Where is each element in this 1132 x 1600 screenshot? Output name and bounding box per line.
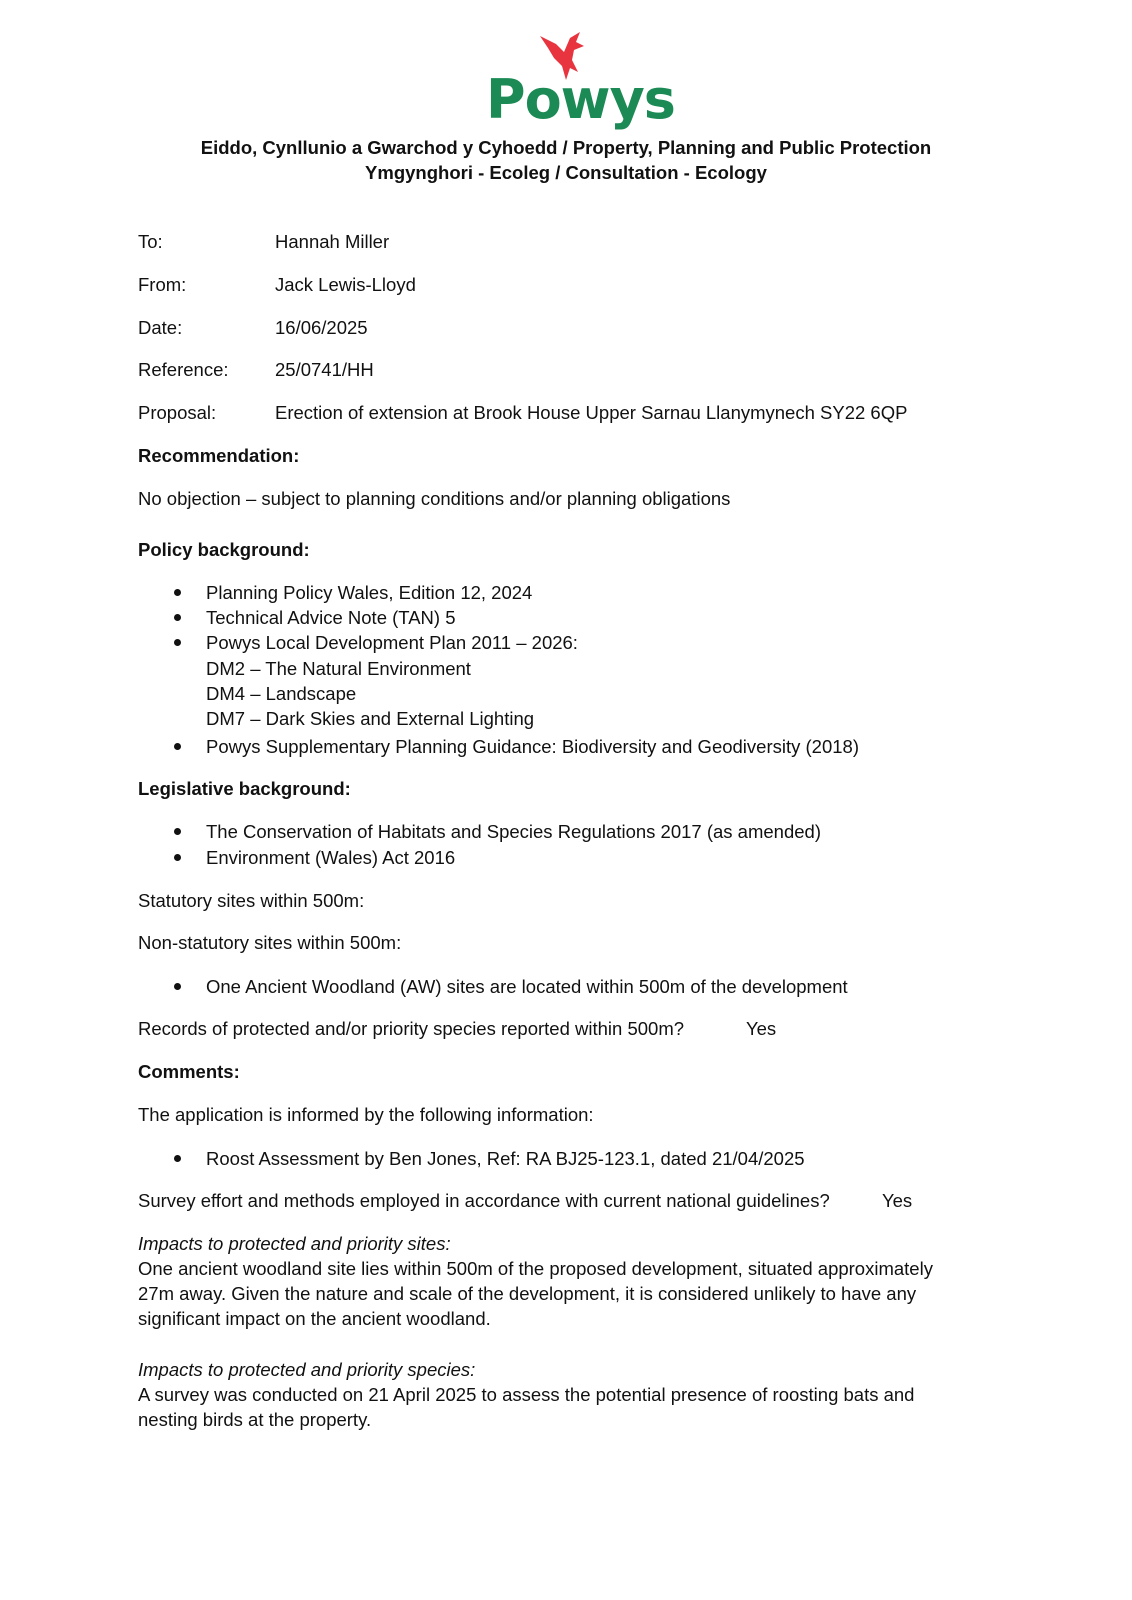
list-item: Powys Supplementary Planning Guidance: Biodiversity and Geodiversity (2018): [138, 734, 1018, 759]
species-impact-line: nesting birds at the property.: [138, 1409, 372, 1430]
date-label: Date:: [138, 317, 183, 338]
memo-reference-row: [138, 357, 1038, 383]
species-impact-line: A survey was conducted on 21 April 2025 to assess the potential presence of roosting bats and: [138, 1384, 915, 1405]
from-value: Jack Lewis-Lloyd: [275, 274, 416, 295]
policy-list: [138, 580, 1018, 655]
records-question: Records of protected and/or priority species reported within 500m?: [138, 1018, 685, 1039]
memo-proposal-row: [138, 400, 1038, 426]
header-line-2: Ymgynghori - Ecoleg / Consultation - Ecology: [365, 162, 767, 183]
date-value: 16/06/2025: [275, 317, 368, 338]
list-item: The Conservation of Habitats and Species Regulations 2017 (as amended): [138, 819, 1018, 844]
logo-text: Powys: [486, 68, 675, 131]
statutory-sites: Statutory sites within 500m:: [138, 890, 365, 911]
sites-impact-heading: Impacts to protected and priority sites:: [138, 1233, 451, 1254]
reference-label: Reference:: [138, 359, 229, 380]
non-statutory-list: [138, 974, 1018, 999]
list-item: Technical Advice Note (TAN) 5: [138, 605, 1018, 630]
bullet-icon: [174, 639, 181, 646]
sites-impact-line: significant impact on the ancient woodland.: [138, 1308, 491, 1329]
ldp-policy-list: [206, 656, 534, 731]
comments-heading: Comments:: [138, 1061, 240, 1082]
list-item: Environment (Wales) Act 2016: [138, 845, 1018, 870]
proposal-value: Erection of extension at Brook House Upper Sarnau Llanymynech SY22 6QP: [275, 402, 908, 423]
bullet-icon: [174, 589, 181, 596]
bullet-icon: [174, 743, 181, 750]
memo-from-row: [138, 272, 1038, 298]
memo-to-row: [138, 229, 1038, 255]
survey-answer: Yes: [882, 1190, 913, 1211]
to-value: Hannah Miller: [275, 231, 390, 252]
reference-value: 25/0741/HH: [275, 359, 374, 380]
ldp-policy-item: DM2 – The Natural Environment: [206, 658, 471, 679]
proposal-label: Proposal:: [138, 402, 217, 423]
recommendation-heading: Recommendation:: [138, 445, 300, 466]
species-impact-heading: Impacts to protected and priority species:: [138, 1359, 476, 1380]
bullet-icon: [174, 854, 181, 861]
survey-question: Survey effort and methods employed in accordance with current national guidelines?: [138, 1190, 830, 1211]
sites-impact-line: 27m away. Given the nature and scale of the development, it is considered unlikely to have any: [138, 1283, 917, 1304]
non-statutory-sites: Non-statutory sites within 500m:: [138, 932, 402, 953]
species-impact-section: [138, 1357, 998, 1432]
powys-logo: [486, 28, 675, 138]
list-item: Planning Policy Wales, Edition 12, 2024: [138, 580, 1018, 605]
policy-heading: Policy background:: [138, 539, 310, 560]
from-label: From:: [138, 274, 187, 295]
to-label: To:: [138, 231, 163, 252]
comments-intro: The application is informed by the following information:: [138, 1104, 594, 1125]
policy-list-continued: [138, 734, 1018, 759]
information-list: [138, 1146, 1018, 1171]
recommendation-text: No objection – subject to planning conditions and/or planning obligations: [138, 488, 731, 509]
bullet-icon: [174, 1155, 181, 1162]
bullet-icon: [174, 614, 181, 621]
ldp-policy-item: DM7 – Dark Skies and External Lighting: [206, 708, 535, 729]
ldp-policy-item: DM4 – Landscape: [206, 683, 357, 704]
bullet-icon: [174, 983, 181, 990]
legislative-heading: Legislative background:: [138, 778, 351, 799]
bullet-icon: [174, 828, 181, 835]
sites-impact-line: One ancient woodland site lies within 500m of the proposed development, situated approximately: [138, 1258, 933, 1279]
sites-impact-section: [138, 1231, 998, 1331]
list-item: Powys Local Development Plan 2011 – 2026:: [138, 630, 1018, 655]
header-line-1: Eiddo, Cynllunio a Gwarchod y Cyhoedd / Property, Planning and Public Protection: [200, 137, 932, 158]
list-item: One Ancient Woodland (AW) sites are located within 500m of the development: [138, 974, 1018, 999]
memo-date-row: [138, 315, 1038, 341]
list-item: Roost Assessment by Ben Jones, Ref: RA BJ25-123.1, dated 21/04/2025: [138, 1146, 1018, 1171]
legislative-list: [138, 819, 1018, 870]
records-answer: Yes: [746, 1018, 777, 1039]
